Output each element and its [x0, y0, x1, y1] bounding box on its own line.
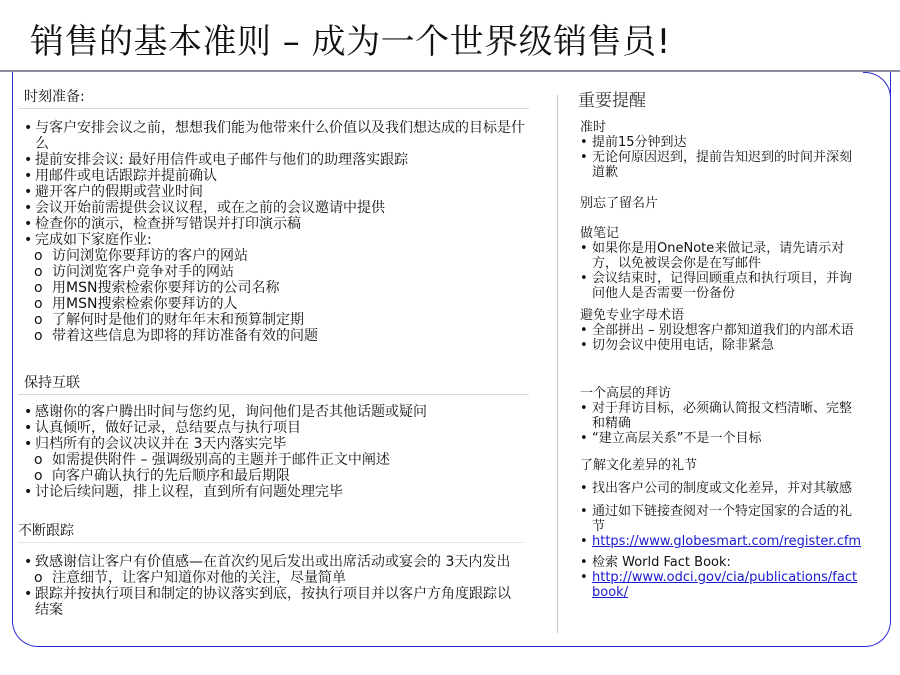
group-card: [574, 196, 864, 211]
sub-list-item: o 带着这些信息为即将的拜访准备有效的问题: [18, 328, 528, 344]
sub-list-item: o 如需提供附件 – 强调级别高的主题并于邮件正文中阐述: [18, 452, 528, 468]
list-item: • 用邮件或电话跟踪并提前确认: [18, 168, 528, 184]
list-item: • 与客户安排会议之前，想想我们能为他带来什么价值以及我们想达成的目标是什么: [18, 120, 528, 152]
list-item: • 找出客户公司的制度或文化差异，并对其敏感: [574, 481, 864, 496]
list-item: • 检查你的演示，检查拼写错误并打印演示稿: [18, 216, 528, 232]
list-item: • 认真倾听，做好记录，总结要点与执行项目: [18, 420, 528, 436]
sub-list-item: o 访问浏览你要拜访的客户的网站: [18, 248, 528, 264]
section-heading-prepare: 时刻准备:: [18, 86, 529, 109]
group-title: 避免专业字母术语: [580, 308, 685, 323]
list-item: • “建立高层关系”不是一个目标: [574, 431, 864, 446]
link-row: [574, 534, 864, 549]
group-notes: [574, 226, 864, 301]
group-punctual: [574, 120, 864, 180]
section-heading-connect: 保持互联: [18, 372, 529, 395]
group-jargon: [574, 308, 864, 353]
group-culture: [574, 458, 864, 600]
list-item: • 提前安排会议: 最好用信件或电子邮件与他们的助理落实跟踪: [18, 152, 528, 168]
list-item: • 切勿会议中使用电话，除非紧急: [574, 338, 864, 353]
list-item: • 提前15分钟到达: [574, 135, 864, 150]
sub-list-item: o 了解何时是他们的财年年末和预算制定期: [18, 312, 528, 328]
reminder-heading: 重要提醒: [578, 91, 646, 111]
connect-list: [18, 404, 528, 500]
group-title: 别忘了留名片: [580, 196, 659, 211]
sub-list-item: o 注意细节，让客户知道你对他的关注，尽量简单: [18, 570, 513, 586]
sub-list-item: o 用MSN搜索检索你要拜访的人: [18, 296, 528, 312]
list-item: • 感谢你的客户腾出时间与您约见，询问他们是否其他话题或疑问: [18, 404, 528, 420]
factbook-link[interactable]: http://www.odci.gov/cia/publications/factbook/: [592, 570, 858, 600]
list-item: • 对于拜访目标，必须确认简报文档清晰、完整和精确: [574, 401, 864, 431]
list-item: • 会议开始前需提供会议议程，或在之前的会议邀请中提供: [18, 200, 528, 216]
sub-list-item: o 向客户确认执行的先后顺序和最后期限: [18, 468, 528, 484]
group-title: 做笔记: [580, 226, 620, 241]
group-title: 准时: [580, 120, 607, 135]
list-item: • 如果你是用OneNote来做记录，请先请示对方，以免被误会你是在写邮件: [574, 241, 864, 271]
group-title: 了解文化差异的礼节: [580, 458, 698, 473]
link-row: [574, 570, 864, 600]
list-item: • 通过如下链接查阅对一个特定国家的合适的礼节: [574, 504, 864, 534]
group-executive: [574, 386, 864, 446]
sub-list-item: o 访问浏览客户竞争对手的网站: [18, 264, 528, 280]
globesmart-link[interactable]: https://www.globesmart.com/register.cfm: [592, 534, 862, 549]
list-item: • 跟踪并按执行项目和制定的协议落实到底，按执行项目并以客户方角度跟踪以结案: [18, 586, 513, 618]
prepare-list: [18, 120, 528, 344]
page-title: 销售的基本准则 – 成为一个世界级销售员!: [30, 22, 671, 62]
column-divider: [557, 95, 558, 633]
followup-list: [18, 554, 513, 618]
list-item: • 完成如下家庭作业:: [18, 232, 528, 248]
list-item: • 致感谢信让客户有价值感—在首次约见后发出或出席活动或宴会的 3天内发出: [18, 554, 513, 570]
section-heading-followup: 不断跟踪: [18, 520, 523, 543]
list-item: • 无论何原因迟到，提前告知迟到的时间并深刻道歉: [574, 150, 864, 180]
list-item: • 避开客户的假期或营业时间: [18, 184, 528, 200]
sub-list-item: o 用MSN搜索检索你要拜访的公司名称: [18, 280, 528, 296]
list-item: • 检索 World Fact Book:: [574, 555, 864, 570]
group-title: 一个高层的拜访: [580, 386, 672, 401]
list-item: • 全部拼出 – 别设想客户都知道我们的内部术语: [574, 323, 864, 338]
list-item: • 会议结束时，记得回顾重点和执行项目，并询问他人是否需要一份备份: [574, 271, 864, 301]
list-item: • 讨论后续问题，排上议程，直到所有问题处理完毕: [18, 484, 528, 500]
list-item: • 归档所有的会议决议并在 3天内落实完毕: [18, 436, 528, 452]
